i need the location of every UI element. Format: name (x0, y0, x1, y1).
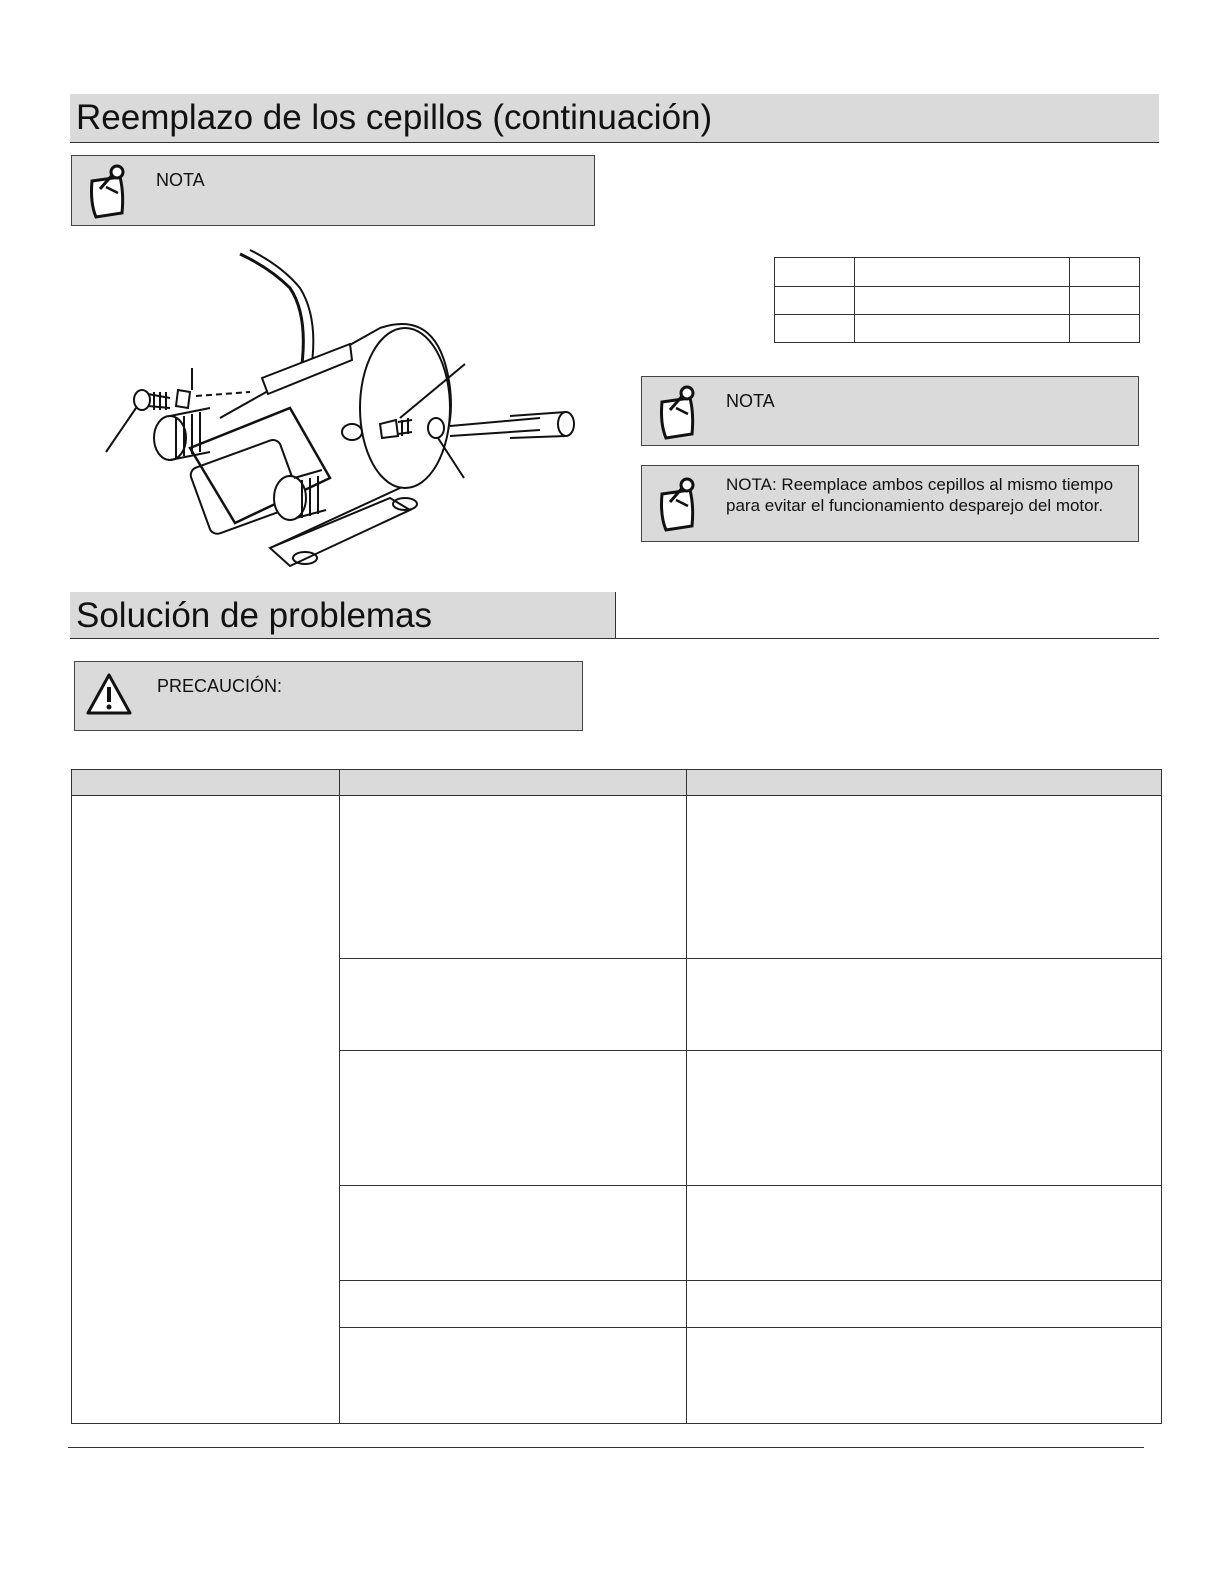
section-heading-brush-replacement (70, 94, 1159, 143)
note-label: NOTA (156, 170, 205, 190)
section-heading-troubleshooting (70, 592, 616, 638)
pushpin-note-icon (654, 476, 704, 532)
pump-motor-illustration (100, 248, 580, 580)
table-cell (1070, 315, 1140, 343)
caution-label: PRECAUCIÓN: (157, 676, 283, 696)
note-label: NOTA (726, 391, 775, 411)
section-rule (70, 638, 1159, 639)
table-header-cell (775, 258, 855, 287)
note-label: NOTA: (726, 475, 777, 494)
note-text (726, 474, 1116, 516)
footer-rule (68, 1447, 1144, 1448)
row-divider (339, 1327, 1161, 1328)
note-body: Reemplace ambos cepillos al mismo tiempo para evitar el funcionamiento desparejo del motor. (726, 475, 1114, 515)
table-header-row (72, 770, 1161, 796)
parts-table (774, 257, 1140, 343)
table-cell (1070, 287, 1140, 315)
table-cell (775, 315, 855, 343)
section-title: Reemplazo de los cepillos (continuación) (76, 98, 713, 137)
pushpin-note-icon (84, 163, 134, 219)
row-divider (339, 1050, 1161, 1051)
column-divider (686, 770, 687, 1423)
column-divider (339, 770, 340, 1423)
section-title: Solución de problemas (76, 596, 433, 635)
table-cell (855, 315, 1070, 343)
troubleshooting-table (71, 769, 1162, 1424)
note-box-right-2 (641, 465, 1139, 542)
row-divider (339, 958, 1161, 959)
table-cell (855, 287, 1070, 315)
table-header-cell (1070, 258, 1140, 287)
table-cell (775, 287, 855, 315)
warning-triangle-icon (85, 672, 133, 716)
row-divider (339, 1280, 1161, 1281)
note-box-right-1 (641, 376, 1139, 446)
row-divider (339, 1185, 1161, 1186)
note-box-top (71, 155, 595, 226)
table-header-cell (855, 258, 1070, 287)
caution-box (74, 661, 583, 731)
pushpin-note-icon (654, 384, 704, 440)
